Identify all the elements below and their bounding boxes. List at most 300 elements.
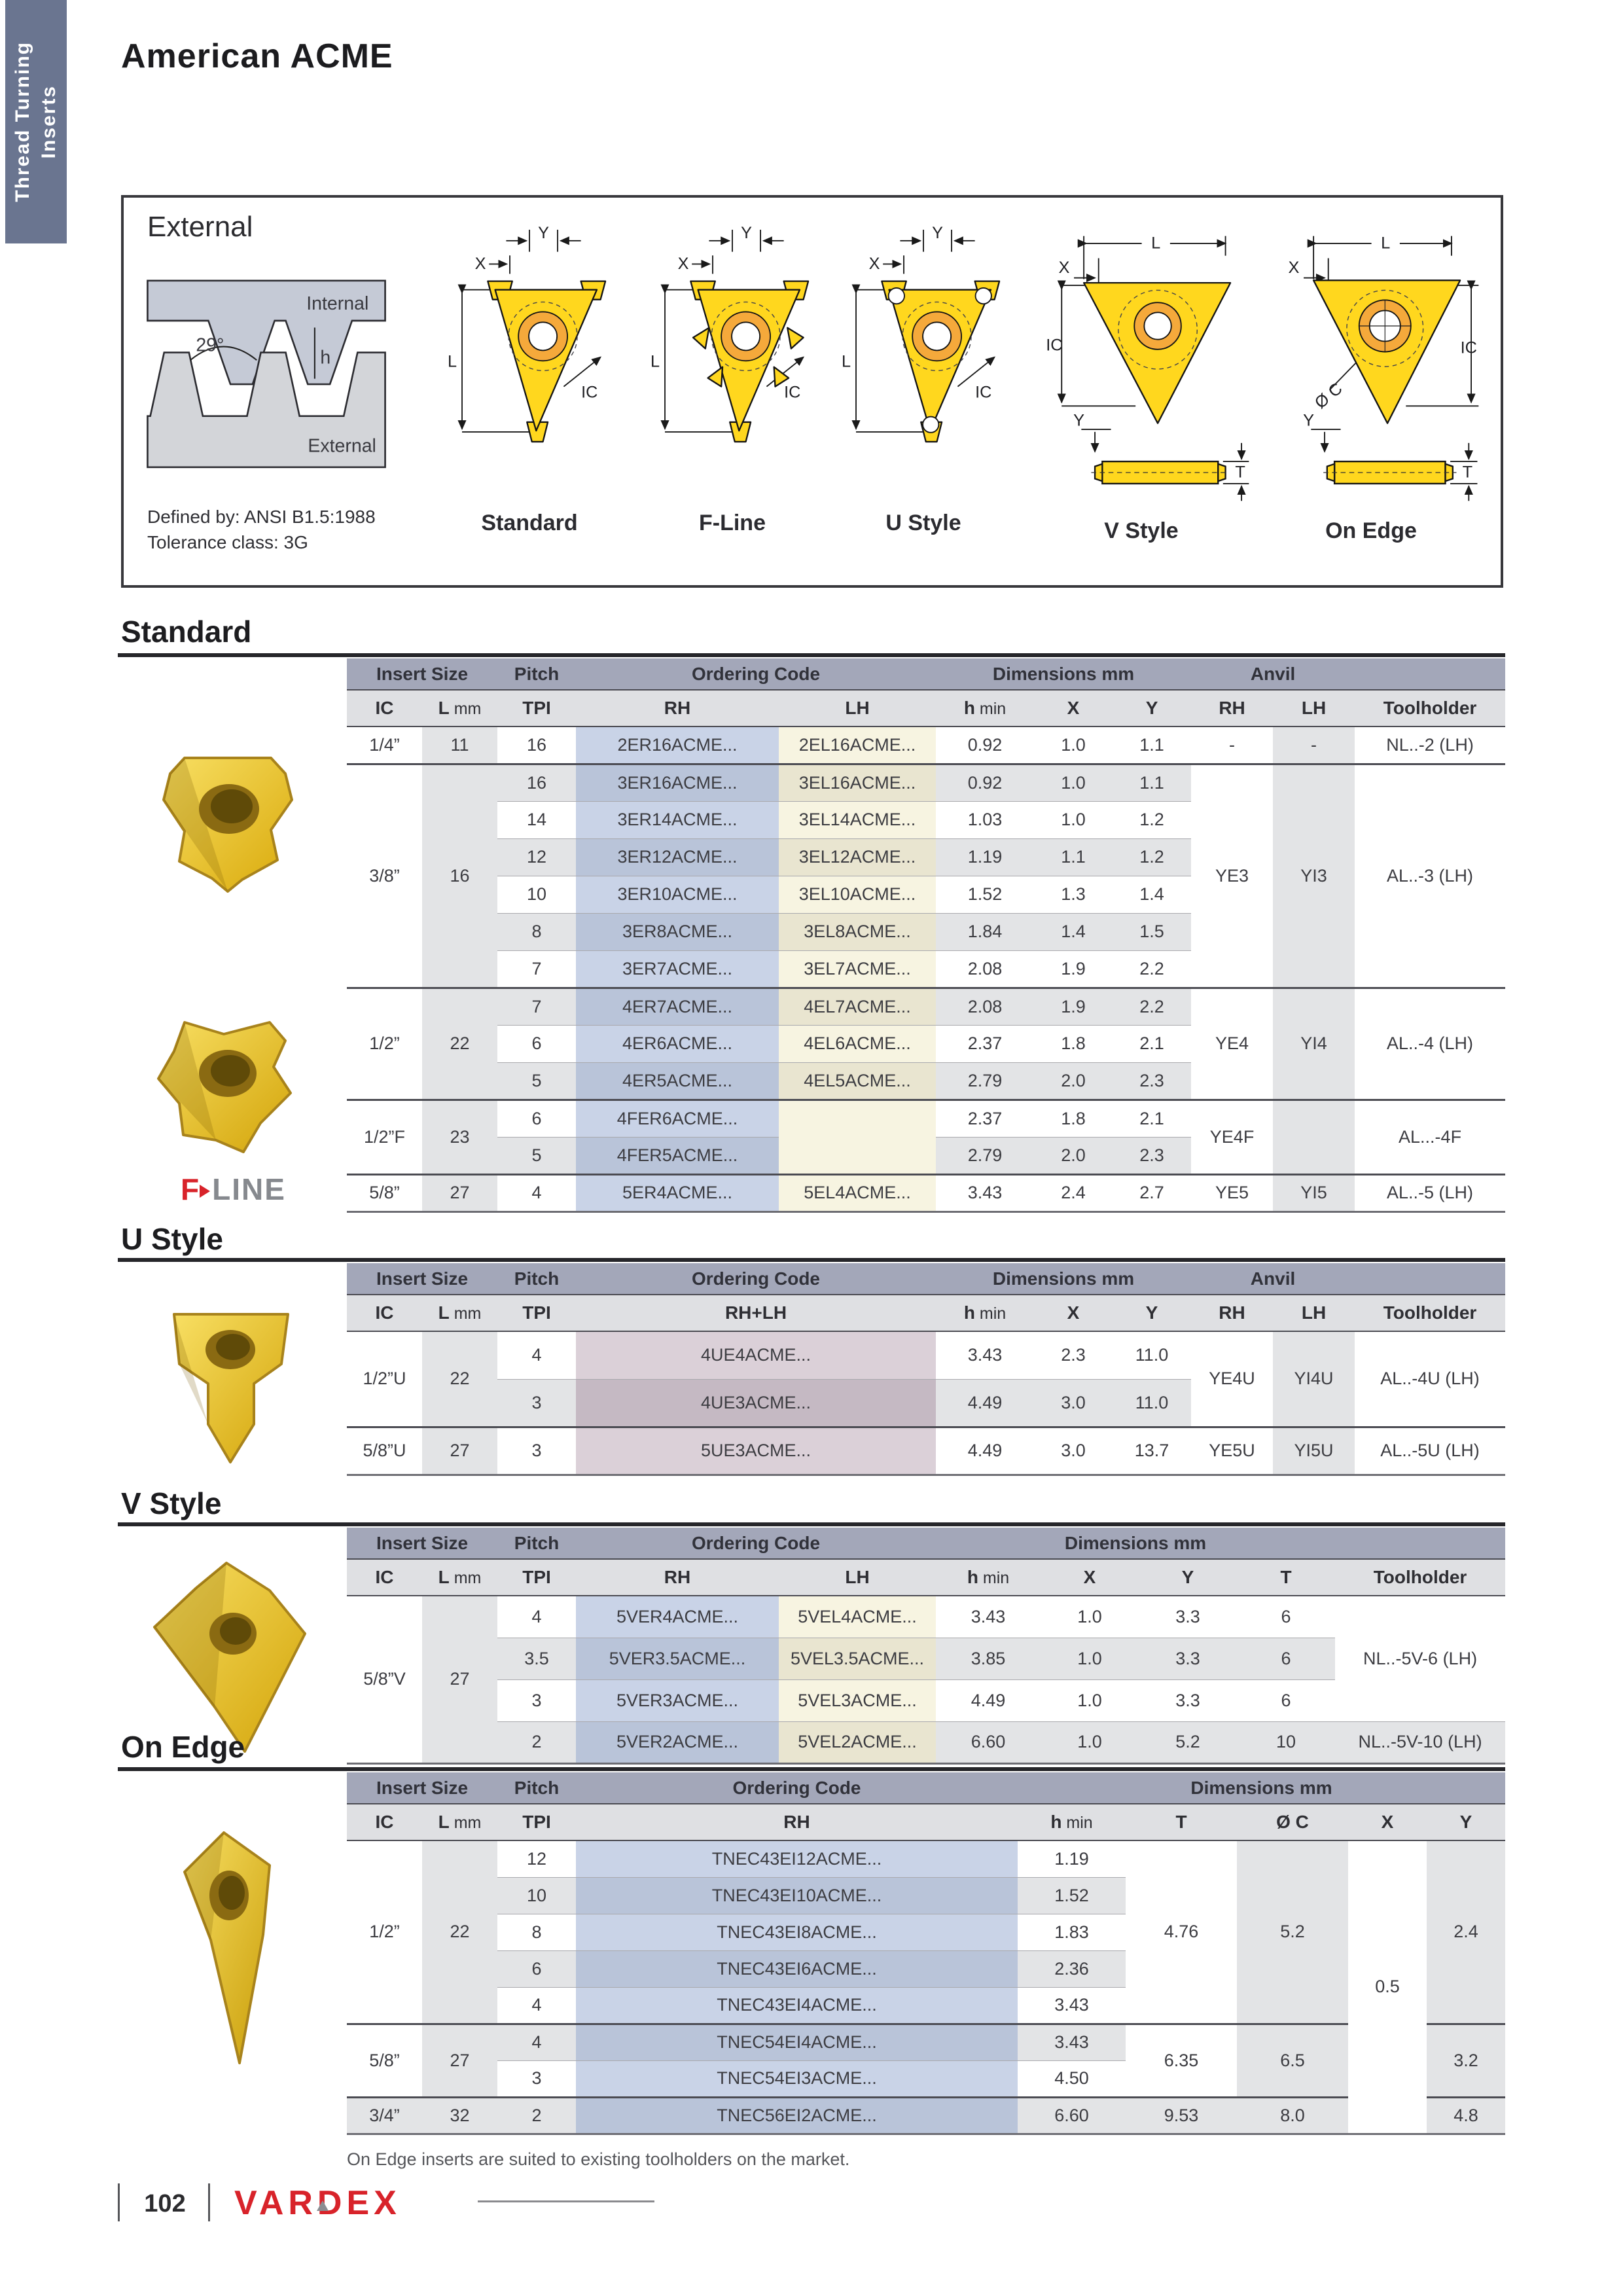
table-row — [347, 1721, 1505, 1763]
thread-profile-diagram — [142, 266, 391, 475]
cell: 5VEL3ACME... — [779, 1679, 936, 1721]
column-header: IC — [347, 1295, 422, 1331]
svg-text:L: L — [651, 352, 660, 371]
cell: 1.8 — [1034, 1025, 1113, 1062]
cell: 3 — [497, 1679, 576, 1721]
cell: 32 — [422, 2097, 497, 2134]
cell: 6 — [497, 1950, 576, 1987]
cell: 1.19 — [936, 838, 1034, 876]
standard-insert-diagram — [431, 220, 628, 560]
cell: 3/8” — [347, 764, 422, 988]
onedge-table — [347, 1772, 1505, 2135]
profile-internal-label: Internal — [306, 293, 369, 315]
cell: 11.0 — [1113, 1331, 1191, 1379]
column-header: h min — [936, 1295, 1034, 1331]
column-header: TPI — [497, 690, 576, 726]
table-row — [347, 1840, 1505, 1877]
cell: 3 — [497, 2060, 576, 2097]
cell: 6.35 — [1126, 2024, 1237, 2097]
cell: - — [1273, 726, 1355, 764]
cell: YE4F — [1191, 1100, 1273, 1174]
cell: 4.49 — [936, 1379, 1034, 1427]
column-header: Toolholder — [1355, 1295, 1505, 1331]
cell: 2.0 — [1034, 1137, 1113, 1174]
standard-insert-drawing — [431, 220, 628, 508]
cell: 6.5 — [1237, 2024, 1348, 2097]
fline-logo-line: LINE — [212, 1172, 286, 1206]
cell: 0.5 — [1348, 1840, 1427, 2134]
cell: 1.0 — [1041, 1679, 1139, 1721]
cell: 1.2 — [1113, 838, 1191, 876]
column-group-header: Anvil — [1191, 658, 1355, 690]
cell: 3 — [497, 1379, 576, 1427]
cell: 4EL5ACME... — [779, 1062, 936, 1100]
column-group-header: Dimensions mm — [1018, 1772, 1505, 1804]
svg-text:L: L — [1381, 234, 1391, 253]
profile-angle-label: 29° — [196, 334, 224, 356]
section-rule-standard — [118, 653, 1505, 657]
cell: 2.2 — [1113, 950, 1191, 988]
column-header: TPI — [497, 1295, 576, 1331]
cell: 2.7 — [1113, 1174, 1191, 1211]
column-header: Y — [1427, 1804, 1505, 1840]
column-header: Y — [1113, 690, 1191, 726]
cell: 3 — [497, 1427, 576, 1475]
cell: 5VEL3.5ACME... — [779, 1638, 936, 1679]
cell: 12 — [497, 838, 576, 876]
column-group-header: Ordering Code — [576, 1772, 1018, 1804]
cell: 1/2”F — [347, 1100, 422, 1174]
cell: 4.49 — [936, 1679, 1041, 1721]
column-group-header: Insert Size — [347, 1772, 497, 1804]
cell: TNEC54EI3ACME... — [576, 2060, 1018, 2097]
cell: YI5 — [1273, 1174, 1355, 1211]
ustyle-table — [347, 1263, 1505, 1476]
svg-text:Y: Y — [538, 224, 549, 243]
table-row — [347, 1679, 1505, 1721]
svg-text:IC: IC — [1046, 336, 1063, 355]
footer-divider-left — [118, 2183, 120, 2221]
cell: 1.4 — [1113, 876, 1191, 913]
cell: 1.0 — [1041, 1596, 1139, 1638]
column-group-header — [1355, 1263, 1505, 1295]
vstyle-table — [347, 1528, 1505, 1765]
cell: 6 — [497, 1025, 576, 1062]
table-row — [347, 1174, 1505, 1211]
cell: 3ER16ACME... — [576, 764, 779, 801]
cell: 2.36 — [1018, 1950, 1126, 1987]
cell: 1.84 — [936, 913, 1034, 950]
cell: 3.0 — [1034, 1427, 1113, 1475]
cell: 5VER3.5ACME... — [576, 1638, 779, 1679]
column-group-header: Ordering Code — [576, 1528, 936, 1559]
cell: 1.52 — [1018, 1877, 1126, 1914]
vardex-logo-triangle-icon — [317, 2200, 329, 2211]
cell: 1.03 — [936, 801, 1034, 838]
cell: 3ER12ACME... — [576, 838, 779, 876]
cell: 5.2 — [1237, 1840, 1348, 2024]
cell: 3EL8ACME... — [779, 913, 936, 950]
profile-external-label: External — [308, 435, 376, 457]
column-group-header: Pitch — [497, 1772, 576, 1804]
column-header: T — [1126, 1804, 1237, 1840]
cell: 2 — [497, 2097, 576, 2134]
footer-rule — [478, 2200, 654, 2202]
cell: 3ER14ACME... — [576, 801, 779, 838]
cell: 2.4 — [1427, 1840, 1505, 2024]
cell — [1273, 1100, 1355, 1174]
standard-table — [347, 658, 1505, 1213]
cell: 4ER7ACME... — [576, 988, 779, 1025]
onedge-insert-drawing — [1273, 220, 1482, 516]
table-row — [347, 2024, 1505, 2060]
svg-text:IC: IC — [581, 383, 598, 402]
table-row — [347, 764, 1505, 801]
cell: 1.1 — [1034, 838, 1113, 876]
cell: TNEC43EI6ACME... — [576, 1950, 1018, 1987]
cell: 2.79 — [936, 1062, 1034, 1100]
cell: 1.1 — [1113, 764, 1191, 801]
cell: 1.9 — [1034, 950, 1113, 988]
cell: 27 — [422, 1174, 497, 1211]
defined-by: Defined by: ANSI B1.5:1988 — [147, 507, 376, 527]
section-title-vstyle: V Style — [121, 1486, 222, 1520]
cell: TNEC43EI8ACME... — [576, 1914, 1018, 1950]
cell: 4UE4ACME... — [576, 1331, 936, 1379]
cell: 16 — [422, 764, 497, 988]
cell: 22 — [422, 1840, 497, 2024]
vstyle-diagram-caption: V Style — [1104, 518, 1179, 543]
onedge-insert-diagram — [1273, 220, 1477, 560]
cell: 2.4 — [1034, 1174, 1113, 1211]
cell: TNEC43EI10ACME... — [576, 1877, 1018, 1914]
cell: 4.8 — [1427, 2097, 1505, 2134]
svg-text:IC: IC — [784, 383, 801, 402]
cell: 4 — [497, 2024, 576, 2060]
cell: 1/2”U — [347, 1331, 422, 1427]
svg-text:X: X — [1058, 259, 1070, 278]
cell: AL..-4U (LH) — [1355, 1331, 1505, 1427]
cell: 9.53 — [1126, 2097, 1237, 2134]
svg-text:Y: Y — [932, 224, 943, 243]
column-header: RH+LH — [576, 1295, 936, 1331]
cell: 1/4” — [347, 726, 422, 764]
cell: 1.2 — [1113, 801, 1191, 838]
column-header: RH — [576, 690, 779, 726]
cell: 1.3 — [1034, 876, 1113, 913]
cell: 14 — [497, 801, 576, 838]
column-group-header: Ordering Code — [576, 1263, 936, 1295]
cell: 5/8”V — [347, 1596, 422, 1763]
cell: 0.92 — [936, 726, 1034, 764]
svg-text:X: X — [677, 254, 689, 273]
cell: 23 — [422, 1100, 497, 1174]
svg-text:IC: IC — [1460, 338, 1477, 357]
cell: 2.3 — [1113, 1062, 1191, 1100]
vardex-logo-text: VARDEX — [234, 2184, 401, 2222]
cell: 22 — [422, 1331, 497, 1427]
table-row — [347, 726, 1505, 764]
column-header: L mm — [422, 690, 497, 726]
cell: TNEC43EI4ACME... — [576, 1987, 1018, 2024]
cell: 2.3 — [1034, 1331, 1113, 1379]
cell: 3EL10ACME... — [779, 876, 936, 913]
cell: 1/2” — [347, 1840, 422, 2024]
column-header: RH — [576, 1804, 1018, 1840]
standard-diagram-caption: Standard — [481, 511, 578, 535]
column-header: L mm — [422, 1559, 497, 1596]
column-header: LH — [779, 690, 936, 726]
svg-text:Y: Y — [741, 224, 752, 243]
cell: 4.76 — [1126, 1840, 1237, 2024]
cell: 12 — [497, 1840, 576, 1877]
cell: 4 — [497, 1331, 576, 1379]
cell: 6.60 — [936, 1721, 1041, 1763]
svg-text:T: T — [1462, 463, 1473, 482]
cell: 8 — [497, 1914, 576, 1950]
fline-insert-photo — [145, 1000, 309, 1164]
cell: 10 — [497, 1877, 576, 1914]
cell: 1.1 — [1113, 726, 1191, 764]
cell: TNEC54EI4ACME... — [576, 2024, 1018, 2060]
cell: 1.0 — [1034, 764, 1113, 801]
cell: 1.0 — [1034, 801, 1113, 838]
cell: YI4U — [1273, 1331, 1355, 1427]
cell: YI3 — [1273, 764, 1355, 988]
cell: 5VEL2ACME... — [779, 1721, 936, 1763]
vstyle-insert-diagram — [1043, 220, 1245, 560]
column-header: LH — [1273, 690, 1355, 726]
column-header: IC — [347, 690, 422, 726]
column-group-header: Dimensions mm — [936, 1528, 1335, 1559]
cell: 5EL4ACME... — [779, 1174, 936, 1211]
standard-insert-photo — [143, 732, 313, 902]
cell: 4ER6ACME... — [576, 1025, 779, 1062]
column-header: T — [1237, 1559, 1335, 1596]
cell: YE3 — [1191, 764, 1273, 988]
onedge-insert-photo — [148, 1825, 305, 2073]
sidebar-tab — [5, 0, 67, 243]
cell: AL..-5U (LH) — [1355, 1427, 1505, 1475]
svg-text:X: X — [868, 254, 880, 273]
column-header: Y — [1113, 1295, 1191, 1331]
cell: 5.2 — [1139, 1721, 1237, 1763]
svg-text:X: X — [1288, 259, 1300, 278]
cell: 5VEL4ACME... — [779, 1596, 936, 1638]
column-header: TPI — [497, 1559, 576, 1596]
cell: AL..-3 (LH) — [1355, 764, 1505, 988]
cell: 1/2” — [347, 988, 422, 1100]
onedge-diagram-caption: On Edge — [1325, 518, 1417, 543]
cell: 3.3 — [1139, 1679, 1237, 1721]
cell: 3ER8ACME... — [576, 913, 779, 950]
column-group-header: Pitch — [497, 1528, 576, 1559]
cell: NL..-2 (LH) — [1355, 726, 1505, 764]
cell: 3.43 — [1018, 2024, 1126, 2060]
cell: 5VER2ACME... — [576, 1721, 779, 1763]
cell: YE4 — [1191, 988, 1273, 1100]
profile-h-label: h — [320, 347, 331, 368]
column-group-header: Insert Size — [347, 1528, 497, 1559]
cell: NL..-5V-10 (LH) — [1335, 1721, 1505, 1763]
ustyle-insert-diagram — [825, 220, 1022, 560]
section-title-onedge: On Edge — [121, 1730, 245, 1764]
cell: 2.08 — [936, 988, 1034, 1025]
cell: 3.43 — [936, 1596, 1041, 1638]
ustyle-insert-drawing — [825, 220, 1022, 508]
cell: 2EL16ACME... — [779, 726, 936, 764]
cell: 1.4 — [1034, 913, 1113, 950]
column-header: X — [1041, 1559, 1139, 1596]
cell: 11 — [422, 726, 497, 764]
cell: 27 — [422, 2024, 497, 2097]
cell: NL..-5V-6 (LH) — [1335, 1596, 1505, 1721]
ustyle-table-wrap — [347, 1263, 1505, 1476]
section-title-ustyle: U Style — [121, 1222, 223, 1256]
svg-text:IC: IC — [975, 383, 992, 402]
cell: 2.37 — [936, 1100, 1034, 1137]
cell: 3.2 — [1427, 2024, 1505, 2097]
column-header: Toolholder — [1355, 690, 1505, 726]
cell: YE4U — [1191, 1331, 1273, 1427]
cell: 1.52 — [936, 876, 1034, 913]
cell: 22 — [422, 988, 497, 1100]
cell: 5/8” — [347, 1174, 422, 1211]
tolerance-class: Tolerance class: 3G — [147, 532, 308, 553]
cell: 5VER3ACME... — [576, 1679, 779, 1721]
fline-logo-arrow-icon — [200, 1185, 210, 1198]
fline-insert-drawing — [634, 220, 830, 508]
column-header: L mm — [422, 1804, 497, 1840]
cell: 4EL6ACME... — [779, 1025, 936, 1062]
cell: 1.0 — [1041, 1638, 1139, 1679]
table-row — [347, 988, 1505, 1025]
cell: 11.0 — [1113, 1379, 1191, 1427]
cell: 2.2 — [1113, 988, 1191, 1025]
svg-text:Ø C: Ø C — [1311, 379, 1346, 413]
page-title: American ACME — [121, 37, 393, 75]
cell: 4EL7ACME... — [779, 988, 936, 1025]
cell: 3EL12ACME... — [779, 838, 936, 876]
cell: 5 — [497, 1062, 576, 1100]
column-group-header: Ordering Code — [576, 658, 936, 690]
onedge-table-wrap — [347, 1772, 1505, 2135]
column-header: RH — [1191, 690, 1273, 726]
svg-text:T: T — [1235, 463, 1245, 482]
cell: 8 — [497, 913, 576, 950]
column-header: IC — [347, 1804, 422, 1840]
ustyle-diagram-caption: U Style — [885, 511, 961, 535]
cell: 16 — [497, 726, 576, 764]
column-group-header: Dimensions mm — [936, 658, 1191, 690]
svg-text:X: X — [474, 254, 486, 273]
column-header: h min — [936, 690, 1034, 726]
page-number: 102 — [144, 2190, 186, 2217]
cell: 4.50 — [1018, 2060, 1126, 2097]
column-header: IC — [347, 1559, 422, 1596]
cell: 3ER10ACME... — [576, 876, 779, 913]
cell: 6 — [497, 1100, 576, 1137]
cell: 4FER6ACME... — [576, 1100, 779, 1137]
cell: 1.0 — [1041, 1721, 1139, 1763]
column-header: h min — [936, 1559, 1041, 1596]
external-label: External — [147, 211, 253, 243]
cell: 1.19 — [1018, 1840, 1126, 1877]
column-group-header: Dimensions mm — [936, 1263, 1191, 1295]
vstyle-table-wrap — [347, 1528, 1505, 1765]
fline-logo — [181, 1172, 286, 1207]
cell: 5UE3ACME... — [576, 1427, 936, 1475]
column-group-header — [1335, 1528, 1505, 1559]
cell: 13.7 — [1113, 1427, 1191, 1475]
cell: 3EL16ACME... — [779, 764, 936, 801]
cell: AL...-4F — [1355, 1100, 1505, 1174]
column-group-header: Insert Size — [347, 1263, 497, 1295]
cell: 3.43 — [936, 1331, 1034, 1379]
cell: AL..-4 (LH) — [1355, 988, 1505, 1100]
cell: TNEC56EI2ACME... — [576, 2097, 1018, 2134]
cell: 6 — [1237, 1679, 1335, 1721]
cell: AL..-5 (LH) — [1355, 1174, 1505, 1211]
cell: 5/8” — [347, 2024, 422, 2097]
column-header: Toolholder — [1335, 1559, 1505, 1596]
section-rule-vstyle — [118, 1522, 1505, 1526]
cell: 10 — [497, 876, 576, 913]
cell: 10 — [1237, 1721, 1335, 1763]
cell: YI4 — [1273, 988, 1355, 1100]
cell: 2.3 — [1113, 1137, 1191, 1174]
column-header: TPI — [497, 1804, 576, 1840]
cell: 3.85 — [936, 1638, 1041, 1679]
cell: 2.37 — [936, 1025, 1034, 1062]
cell: 3ER7ACME... — [576, 950, 779, 988]
section-title-standard: Standard — [121, 615, 252, 649]
standard-table-wrap — [347, 658, 1505, 1213]
table-row — [347, 1100, 1505, 1137]
cell: 4 — [497, 1596, 576, 1638]
cell: 2.1 — [1113, 1025, 1191, 1062]
cell: 3.0 — [1034, 1379, 1113, 1427]
cell: 2.79 — [936, 1137, 1034, 1174]
cell: 1.5 — [1113, 913, 1191, 950]
column-group-header: Pitch — [497, 1263, 576, 1295]
cell: 4ER5ACME... — [576, 1062, 779, 1100]
cell: 5 — [497, 1137, 576, 1174]
column-header: Ø C — [1237, 1804, 1348, 1840]
cell: 3EL7ACME... — [779, 950, 936, 988]
column-group-header — [1355, 658, 1505, 690]
cell: 3.3 — [1139, 1596, 1237, 1638]
cell: 2ER16ACME... — [576, 726, 779, 764]
column-header: X — [1034, 690, 1113, 726]
column-header: RH — [576, 1559, 779, 1596]
sidebar-tab-line2: Inserts — [38, 84, 60, 159]
table-row — [347, 1331, 1505, 1379]
cell: YI5U — [1273, 1427, 1355, 1475]
cell: YE5U — [1191, 1427, 1273, 1475]
vstyle-insert-drawing — [1043, 220, 1253, 516]
table-row — [347, 1596, 1505, 1638]
cell: 0.92 — [936, 764, 1034, 801]
cell — [779, 1100, 936, 1174]
fline-diagram-caption: F-Line — [699, 511, 766, 535]
cell: 1.9 — [1034, 988, 1113, 1025]
column-header: X — [1034, 1295, 1113, 1331]
sidebar-tab-line1: Thread Turning — [12, 41, 33, 202]
column-group-header: Anvil — [1191, 1263, 1355, 1295]
cell: 5VER4ACME... — [576, 1596, 779, 1638]
cell: 5ER4ACME... — [576, 1174, 779, 1211]
